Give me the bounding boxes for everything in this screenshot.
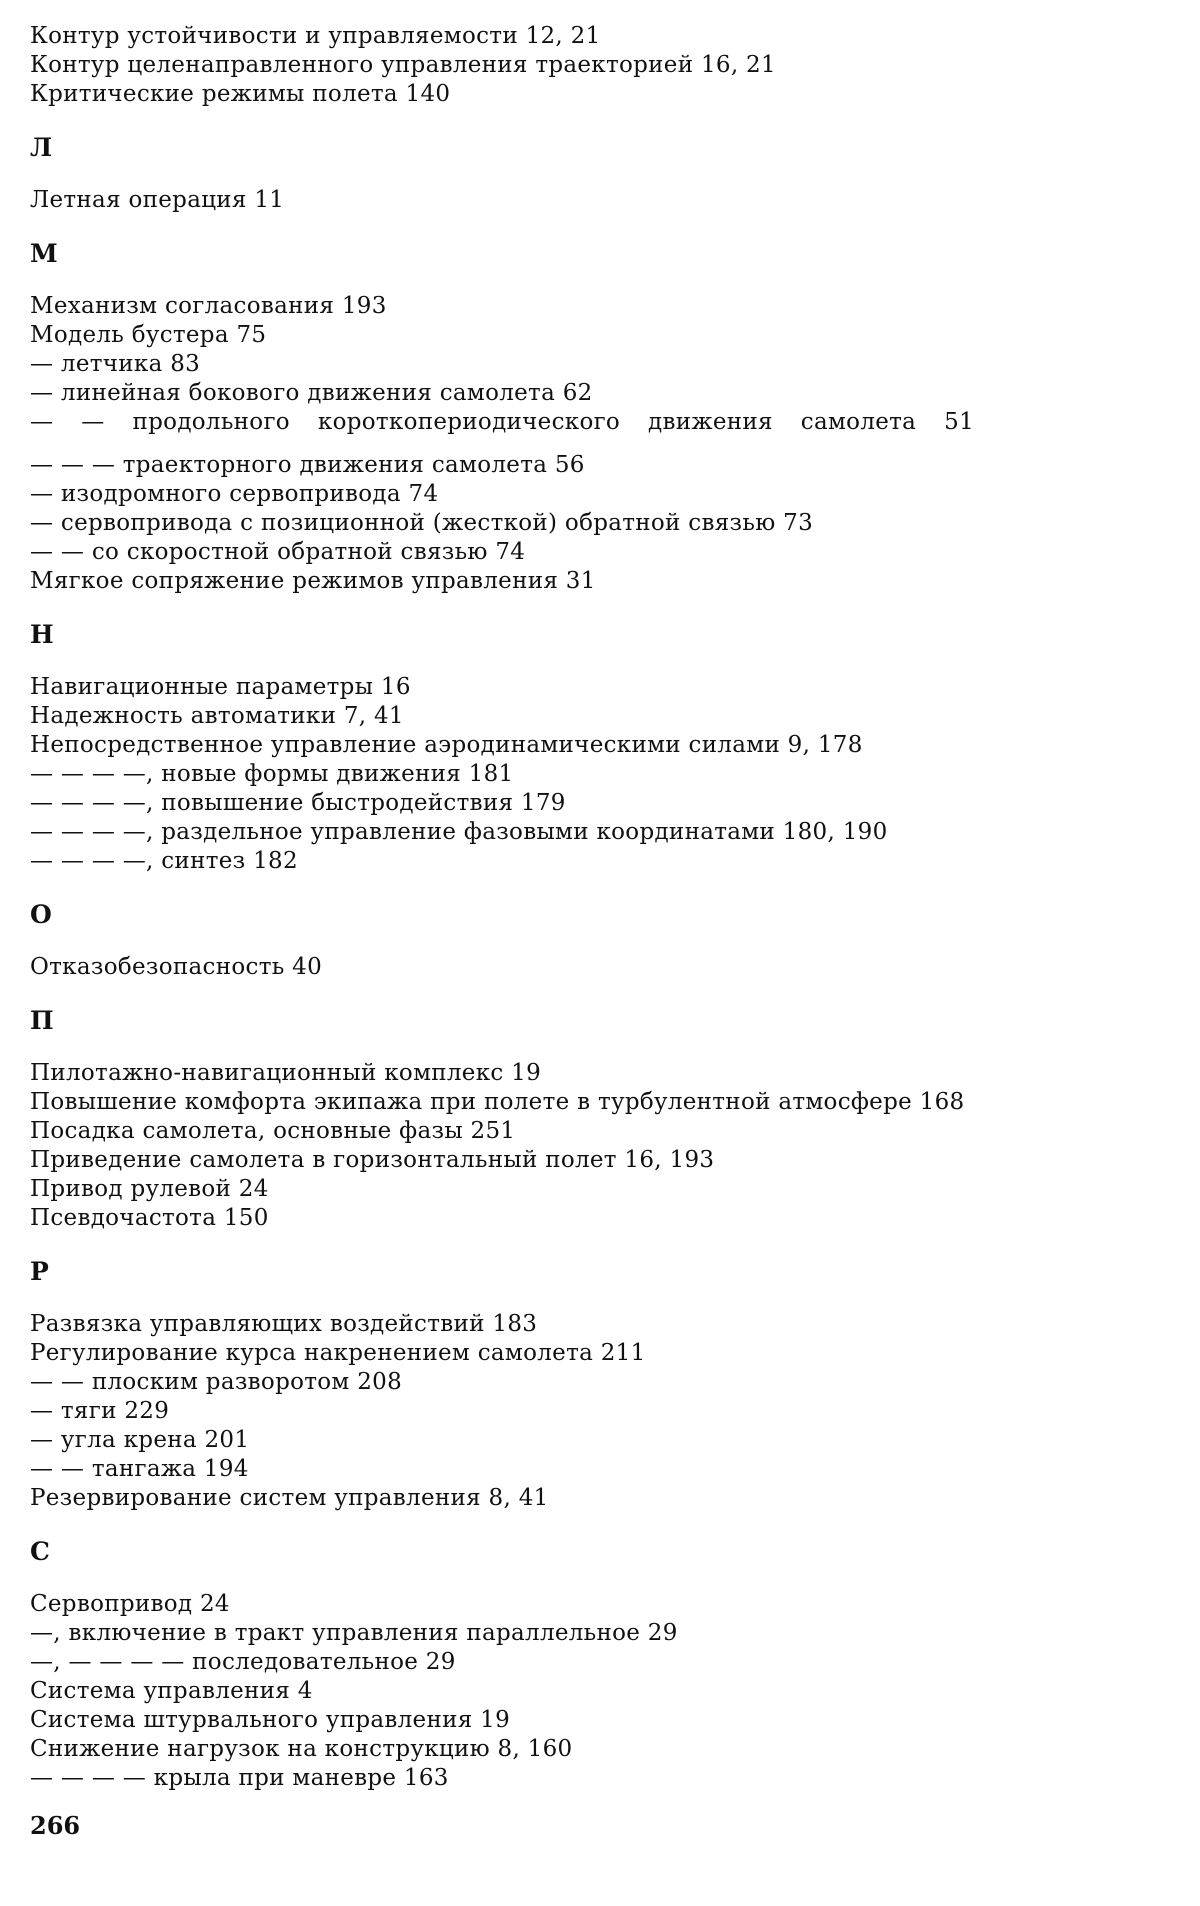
- index-entry: Контур целенаправленного управления траекторией 16, 21: [30, 52, 776, 78]
- index-entry: Резервирование систем управления 8, 41: [30, 1485, 549, 1511]
- section-letter: Н: [30, 620, 54, 649]
- index-entry: — — — —, раздельное управление фазовыми координатами 180, 190: [30, 819, 888, 845]
- index-entry: — угла крена 201: [30, 1427, 250, 1453]
- section-letter: П: [30, 1006, 54, 1035]
- index-entry: — — — — крыла при маневре 163: [30, 1765, 449, 1791]
- index-entry: — сервопривода с позиционной (жесткой) обратной связью 73: [30, 510, 814, 536]
- section-n: [30, 620, 1170, 876]
- section-s: [30, 1537, 1170, 1793]
- section-letter: Л: [30, 133, 53, 162]
- spacer: [30, 437, 1170, 451]
- index-entry: Развязка управляющих воздействий 183: [30, 1311, 538, 1337]
- index-entry: Контур устойчивости и управляемости 12, 21: [30, 23, 601, 49]
- index-entry: Сервопривод 24: [30, 1591, 230, 1617]
- section-letter: Р: [30, 1257, 49, 1286]
- index-entry: Летная операция 11: [30, 187, 285, 213]
- index-entry: Непосредственное управление аэродинамическими силами 9, 178: [30, 732, 863, 758]
- index-entry: — изодромного сервопривода 74: [30, 481, 439, 507]
- index-entry: — линейная бокового движения самолета 62: [30, 380, 593, 406]
- index-entry: Критические режимы полета 140: [30, 81, 451, 107]
- index-entry: Надежность автоматики 7, 41: [30, 703, 404, 729]
- index-entry: — — тангажа 194: [30, 1456, 249, 1482]
- index-entry: Отказобезопасность 40: [30, 954, 323, 980]
- page-number: 266: [30, 1811, 81, 1840]
- index-entry: — — — —, повышение быстродействия 179: [30, 790, 566, 816]
- index-entry: —, — — — — последовательное 29: [30, 1649, 456, 1675]
- index-entry: Модель бустера 75: [30, 322, 267, 348]
- section-r: [30, 1257, 1170, 1513]
- section-letter: С: [30, 1537, 50, 1566]
- index-entry: Привод рулевой 24: [30, 1176, 269, 1202]
- index-entry: Мягкое сопряжение режимов управления 31: [30, 568, 596, 594]
- index-entry: Пилотажно-навигационный комплекс 19: [30, 1060, 542, 1086]
- index-entry: —, включение в тракт управления параллельное 29: [30, 1620, 678, 1646]
- index-entry: Повышение комфорта экипажа при полете в турбулентной атмосфере 168: [30, 1089, 965, 1115]
- index-entry: Снижение нагрузок на конструкцию 8, 160: [30, 1736, 573, 1762]
- section-p: [30, 1006, 1170, 1233]
- index-entry: Псевдочастота 150: [30, 1205, 269, 1231]
- index-entry: — — плоским разворотом 208: [30, 1369, 403, 1395]
- section-o: [30, 900, 1170, 982]
- index-entry: — — — —, синтез 182: [30, 848, 298, 874]
- index-entry: Посадка самолета, основные фазы 251: [30, 1118, 516, 1144]
- section-letter: О: [30, 900, 52, 929]
- index-entry: Приведение самолета в горизонтальный полет 16, 193: [30, 1147, 715, 1173]
- index-entry: — — продольного короткопериодического движения самолета 51: [30, 409, 974, 435]
- index-entry: Механизм согласования 193: [30, 293, 387, 319]
- section-l: [30, 133, 1170, 215]
- index-entry: Регулирование курса накренением самолета 211: [30, 1340, 646, 1366]
- index-entry: — — — —, новые формы движения 181: [30, 761, 514, 787]
- index-entry: Система штурвального управления 19: [30, 1707, 511, 1733]
- index-entry: — — со скоростной обратной связью 74: [30, 539, 526, 565]
- index-page: [30, 22, 1170, 1841]
- section-m: [30, 239, 1170, 596]
- index-entry: — тяги 229: [30, 1398, 170, 1424]
- index-entry: Система управления 4: [30, 1678, 313, 1704]
- section-k: [30, 22, 1170, 109]
- index-entry: — — — траекторного движения самолета 56: [30, 452, 585, 478]
- index-entry: — летчика 83: [30, 351, 201, 377]
- index-entry: Навигационные параметры 16: [30, 674, 411, 700]
- section-letter: М: [30, 239, 58, 268]
